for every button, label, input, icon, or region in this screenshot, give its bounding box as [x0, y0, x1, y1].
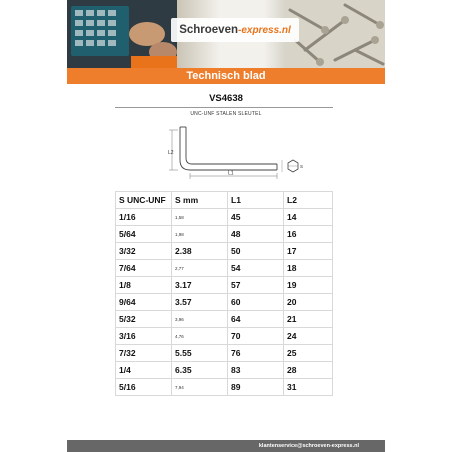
cell-s-unc: 3/32 [116, 243, 172, 260]
product-description: UNC-UNF STALEN SLEUTEL [190, 111, 262, 117]
cell-s-unc: 3/16 [116, 328, 172, 345]
table-row [116, 345, 333, 362]
table-row [116, 260, 333, 277]
table-row [116, 209, 333, 226]
key-outline-inner [186, 127, 277, 164]
header-photo [67, 0, 385, 68]
column-header-l2: L2 [284, 192, 333, 209]
cell-l1: 76 [228, 345, 284, 362]
table-row [116, 243, 333, 260]
table-row [116, 294, 333, 311]
cell-s-unc: 7/64 [116, 260, 172, 277]
cell-s-mm: 4,76 [172, 328, 228, 345]
footer-email-link[interactable]: klantenservice@schroeven-express.nl [258, 443, 359, 449]
label-s: S [300, 164, 304, 169]
hex-section-icon [282, 160, 303, 172]
cell-l2: 28 [284, 362, 333, 379]
screws-photo [285, 0, 385, 68]
table-row [116, 328, 333, 345]
table-row [116, 311, 333, 328]
brand-suffix: -express.nl [238, 25, 291, 36]
cell-s-mm: 7,94 [172, 379, 228, 396]
table-row [116, 362, 333, 379]
tools-photo [67, 0, 177, 68]
banner-title: Technisch blad [67, 68, 385, 84]
cell-s-mm: 2,77 [172, 260, 228, 277]
cell-s-unc: 5/16 [116, 379, 172, 396]
cell-s-mm: 6.35 [172, 362, 228, 379]
cell-s-unc: 5/32 [116, 311, 172, 328]
cell-l1: 57 [228, 277, 284, 294]
footer-bar [67, 440, 385, 452]
table-header-row [116, 192, 333, 209]
cell-s-unc: 1/4 [116, 362, 172, 379]
cell-s-mm: 1,58 [172, 209, 228, 226]
cell-s-unc: 7/32 [116, 345, 172, 362]
cell-l2: 25 [284, 345, 333, 362]
cell-s-mm: 3.17 [172, 277, 228, 294]
table-row [116, 277, 333, 294]
cell-l1: 45 [228, 209, 284, 226]
cell-l1: 83 [228, 362, 284, 379]
cell-s-mm: 1,98 [172, 226, 228, 243]
cell-l2: 19 [284, 277, 333, 294]
cell-l2: 24 [284, 328, 333, 345]
spec-table [115, 191, 333, 396]
cell-l1: 89 [228, 379, 284, 396]
column-header-s-mm: S mm [172, 192, 228, 209]
column-header-s-unc: S UNC-UNF [116, 192, 172, 209]
divider [115, 107, 333, 108]
cell-s-mm: 5.55 [172, 345, 228, 362]
cell-l2: 31 [284, 379, 333, 396]
cell-s-mm: 3.57 [172, 294, 228, 311]
cell-s-unc: 1/8 [116, 277, 172, 294]
cell-l2: 14 [284, 209, 333, 226]
brand-logo [171, 18, 299, 42]
cell-l2: 20 [284, 294, 333, 311]
cell-s-unc: 1/16 [116, 209, 172, 226]
label-l1: L1 [228, 170, 234, 177]
hex-key-diagram [160, 124, 308, 184]
cell-l1: 60 [228, 294, 284, 311]
cell-l2: 16 [284, 226, 333, 243]
cell-s-unc: 5/64 [116, 226, 172, 243]
cell-l2: 21 [284, 311, 333, 328]
cell-l1: 64 [228, 311, 284, 328]
cell-l1: 50 [228, 243, 284, 260]
table-row [116, 379, 333, 396]
cell-l1: 54 [228, 260, 284, 277]
cell-l1: 70 [228, 328, 284, 345]
cell-s-mm: 3,96 [172, 311, 228, 328]
table-row [116, 226, 333, 243]
cell-l1: 48 [228, 226, 284, 243]
cell-s-mm: 2.38 [172, 243, 228, 260]
cell-l2: 17 [284, 243, 333, 260]
article-code: VS4638 [209, 93, 243, 104]
brand-name: Schroeven [179, 24, 238, 36]
column-header-l1: L1 [228, 192, 284, 209]
cell-l2: 18 [284, 260, 333, 277]
cell-s-unc: 9/64 [116, 294, 172, 311]
label-l2: L2 [168, 150, 174, 156]
